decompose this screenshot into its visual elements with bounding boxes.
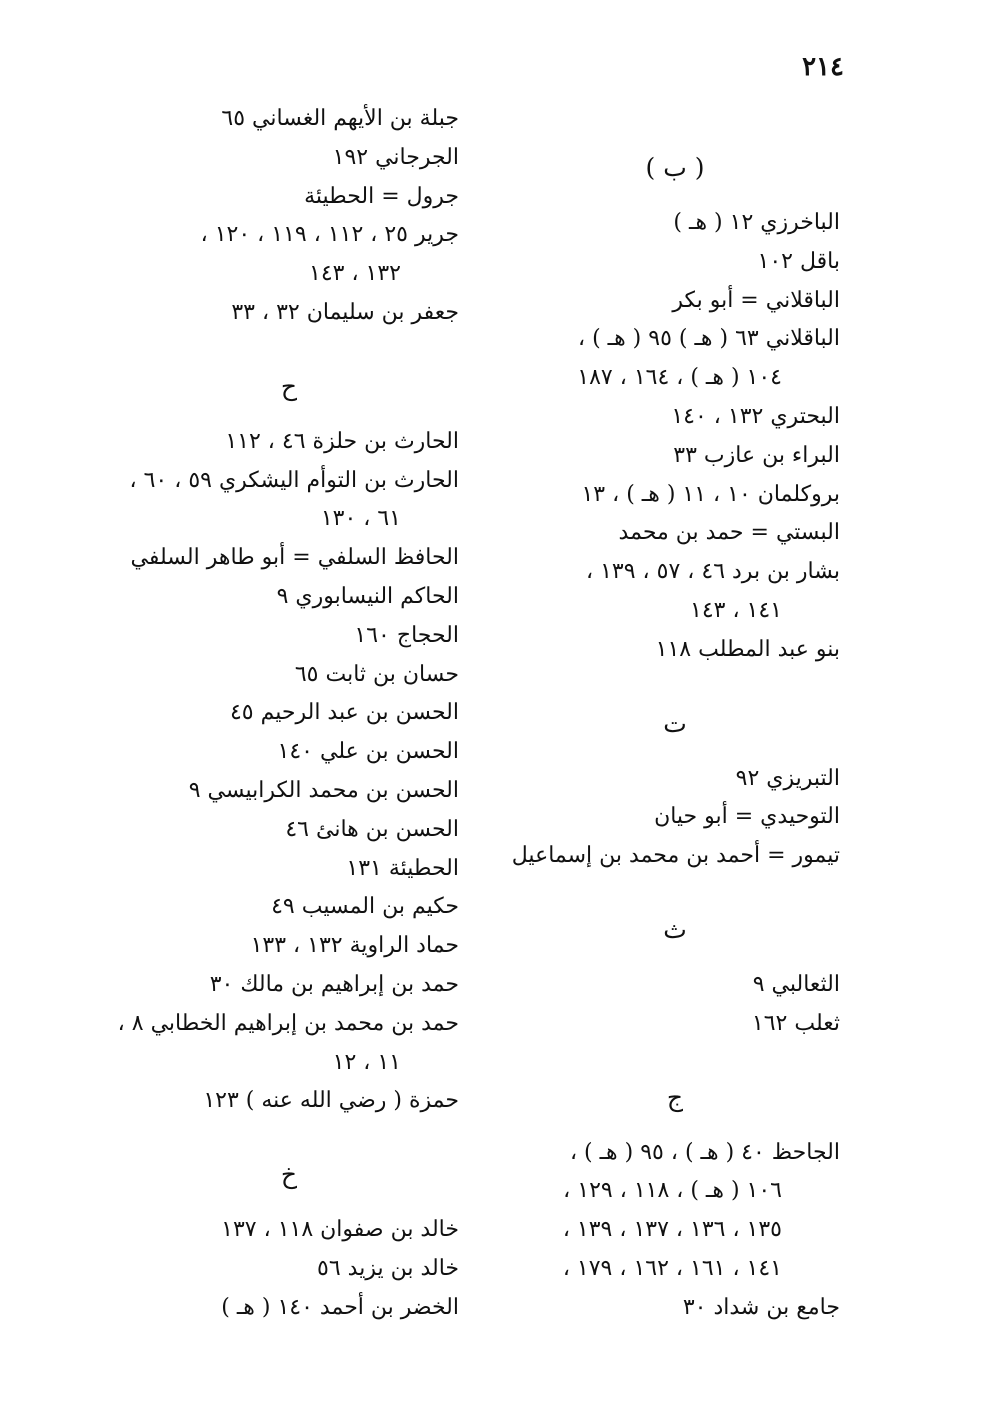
index-entry-continuation: ١٠٤ ( هـ ) ، ١٦٤ ، ١٨٧ [577,365,782,391]
index-section [119,100,459,333]
index-entry [510,437,840,476]
index-entry [510,553,840,631]
index-entry-continuation: ٦١ ، ١٣٠ [320,506,401,532]
index-column-left [119,100,459,1364]
index-entry [119,772,459,811]
index-entry-text: البحتري ١٣٢ ، ١٤٠ [671,403,840,429]
index-entry [119,850,459,889]
index-entry-continuation: ١١ ، ١٢ [332,1049,401,1075]
index-entry-text: الخضر بن أحمد ١٤٠ ( هـ ) [221,1294,459,1320]
index-entry [119,423,459,462]
section-letter-heading: ( ب ) [645,153,705,182]
index-entry [119,139,459,178]
index-entry-text: الحافظ السلفي = أبو طاهر السلفي [130,545,459,571]
index-entry [510,514,840,553]
index-entry [119,694,459,733]
index-entry [510,1134,840,1289]
index-entry [119,927,459,966]
index-entry [119,539,459,578]
index-entry-text: الحطيئة ١٣١ [346,855,459,881]
index-entry [119,178,459,217]
index-entry [510,1289,840,1328]
page-number: ٢١٤ [802,52,844,82]
index-entry [119,1005,459,1083]
section-letter-heading: ج [666,1082,684,1112]
index-entry [510,837,840,876]
index-entry-text: الحسن بن عبد الرحيم ٤٥ [229,700,459,726]
index-entry-text: الحسن بن هانئ ٤٦ [285,816,459,842]
index-entry-text: التوحيدي = أبو حيان [654,804,840,830]
index-entry [510,760,840,799]
index-entry-continuation: ١٤١ ، ١٤٣ [690,597,782,623]
index-entry [510,966,840,1005]
index-entry-continuation: ١٣٢ ، ١٤٣ [309,261,401,287]
index-entry-text: جامع بن شداد ٣٠ [682,1294,840,1320]
index-entry-text: باقل ١٠٢ [757,248,840,274]
index-entry-text: التبريزي ٩٢ [735,765,840,791]
index-entry-text: حكيم بن المسيب ٤٩ [271,894,459,920]
index-entry-text: الحسن بن علي ١٤٠ [277,739,459,765]
section-letter-heading: خ [280,1160,298,1190]
index-entry-text: الجرجاني ١٩٢ [332,144,459,170]
index-entry-text: جرير ٢٥ ، ١١٢ ، ١١٩ ، ١٢٠ ، [200,222,459,248]
index-entry [510,798,840,837]
index-entry [510,476,840,515]
index-section [119,369,459,1121]
index-entry-text: الباقلاني ٦٣ ( هـ ) ٩٥ ( هـ ) ، [577,326,840,352]
index-entry [119,733,459,772]
index-entry-continuation: ١٣٥ ، ١٣٦ ، ١٣٧ ، ١٣٩ ، [562,1217,782,1243]
index-entry [119,1082,459,1121]
index-entry-text: حسان بن ثابت ٦٥ [294,661,459,687]
index-section [510,150,840,670]
index-entry-text: تيمور = أحمد بن محمد بن إسماعيل [511,843,840,869]
index-entry-text: حماد الراوية ١٣٢ ، ١٣٣ [250,933,459,959]
index-entry-text: خالد بن يزيد ٥٦ [317,1255,459,1281]
index-entry-text: حمد بن إبراهيم بن مالك ٣٠ [209,971,459,997]
index-entry-text: الباقلاني = أبو بكر [672,287,840,313]
index-entry-text: حمد بن محمد بن إبراهيم الخطابي ٨ ، [117,1010,459,1036]
index-section [510,912,840,1044]
index-entry [119,617,459,656]
index-entry [119,888,459,927]
index-entry-continuation: ١٠٦ ( هـ ) ، ١١٨ ، ١٢٩ ، [563,1178,782,1204]
index-entry [510,1005,840,1044]
index-section [510,1080,840,1328]
index-entry-text: بشار بن برد ٤٦ ، ٥٧ ، ١٣٩ ، [586,559,840,585]
section-letter-heading: ح [280,371,298,401]
index-entry-text: الحارث بن حلزة ٤٦ ، ١١٢ [225,428,459,454]
index-entry [119,811,459,850]
section-letter-heading: ث [663,914,687,944]
index-entry [510,631,840,670]
index-entry [119,462,459,540]
index-entry-text: الجاحظ ٤٠ ( هـ ) ، ٩٥ ( هـ ) ، [569,1139,840,1165]
index-entry [510,282,840,321]
index-entry-text: الحسن بن محمد الكرابيسي ٩ [188,777,459,803]
index-entry-text: الحجاج ١٦٠ [354,622,459,648]
index-entry-text: بنو عبد المطلب ١١٨ [655,636,840,662]
index-column-right [510,150,840,1364]
section-letter-heading: ت [663,708,687,738]
index-section [510,706,840,876]
index-entry-continuation: ١٤١ ، ١٦١ ، ١٦٢ ، ١٧٩ ، [562,1255,782,1281]
index-entry-text: جعفر بن سليمان ٣٢ ، ٣٣ [231,299,459,325]
index-entry-text: الباخرزي ١٢ ( هـ ) [673,210,840,235]
index-entry-text: الحاكم النيسابوري ٩ [276,583,459,609]
index-entry [510,398,840,437]
index-entry-text: الثعالبي ٩ [752,971,840,997]
index-entry-text: ثعلب ١٦٢ [751,1010,840,1036]
index-entry [119,216,459,294]
index-entry-text: جبلة بن الأيهم الغساني ٦٥ [221,106,459,131]
index-section [119,1157,459,1327]
index-entry [119,1250,459,1289]
index-entry [119,656,459,695]
index-entry [510,320,840,398]
index-entry [119,966,459,1005]
index-entry [510,204,840,243]
index-entry-text: البراء بن عازب ٣٣ [673,442,840,468]
index-entry-text: حمزة ( رضي الله عنه ) ١٢٣ [203,1088,459,1114]
index-entry-text: الحارث بن التوأم اليشكري ٥٩ ، ٦٠ ، [129,467,459,493]
index-entry [510,243,840,282]
index-entry [119,100,459,139]
index-entry-text: بروكلمان ١٠ ، ١١ ( هـ ) ، ١٣ [581,481,840,507]
index-entry-text: خالد بن صفوان ١١٨ ، ١٣٧ [221,1217,459,1243]
index-entry-text: جرول = الحطيئة [304,183,459,209]
index-entry [119,1289,459,1328]
index-entry [119,578,459,617]
index-entry [119,1211,459,1250]
index-entry [119,294,459,333]
index-entry-text: البستي = حمد بن محمد [618,520,840,546]
